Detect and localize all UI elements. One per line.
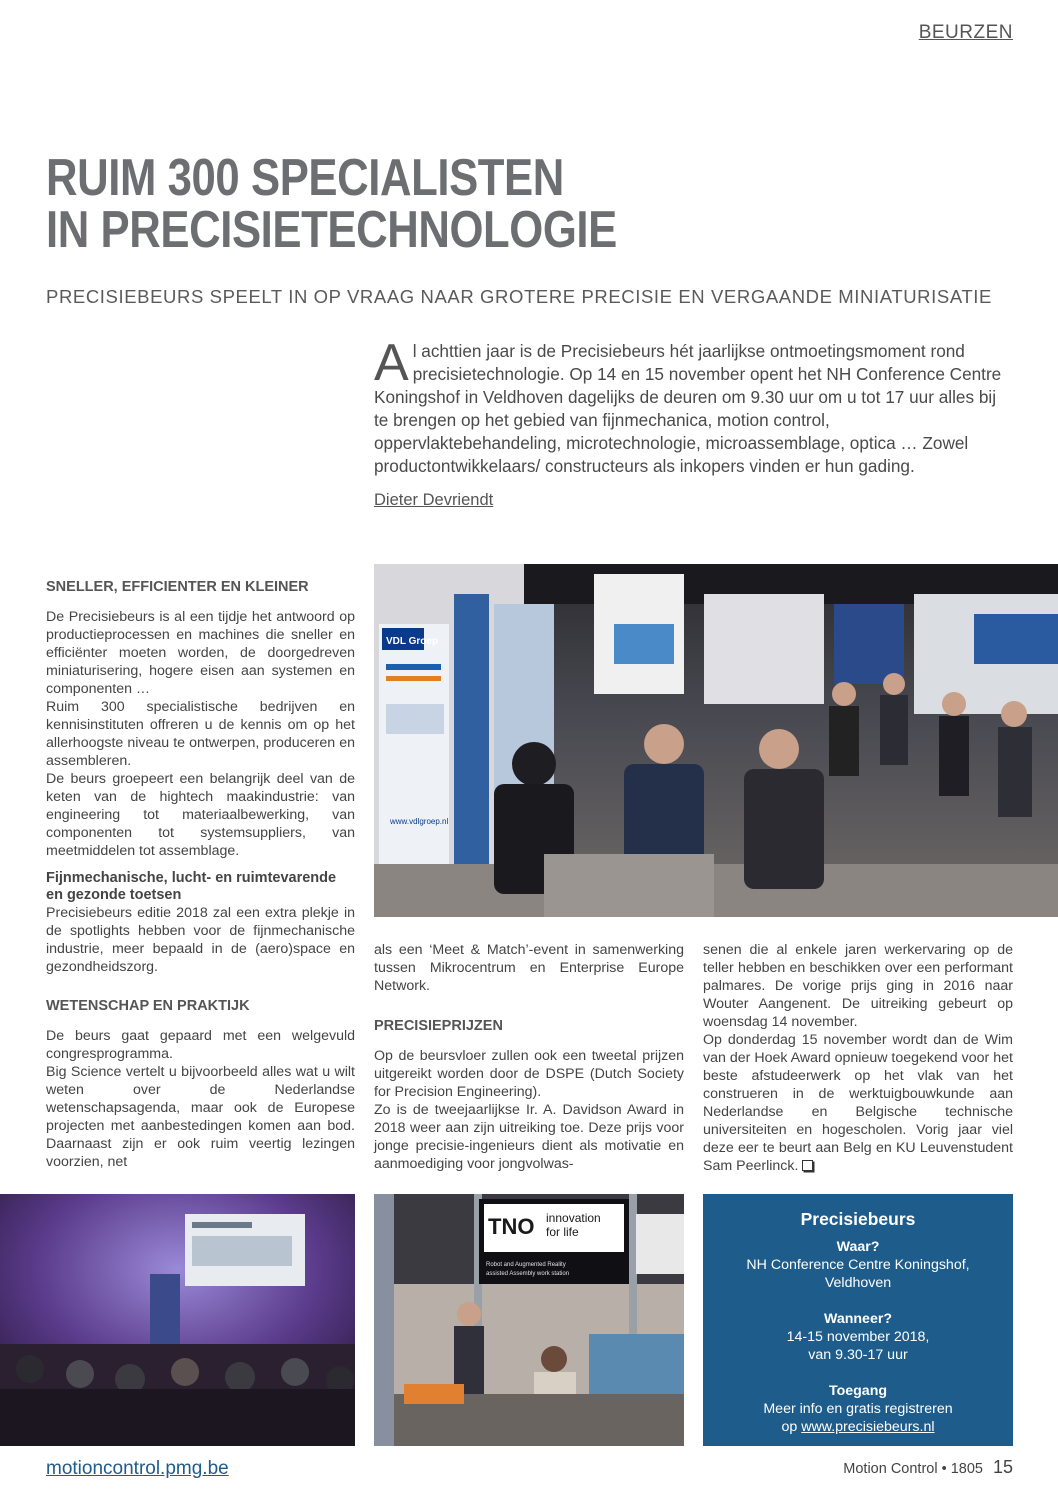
info-access-line2: [703, 1418, 1013, 1436]
paragraph: De Precisiebeurs is al een tijdje het antwoord op productieprocessen en machines die sneller en efficiënter moeten worden, de doorgedreven miniaturisering, hogere eisen aan systemen en componenten …: [46, 609, 355, 697]
info-access-label: Toegang: [828, 1383, 888, 1399]
heading-sneller: SNELLER, EFFICIENTER EN KLEINER: [46, 579, 309, 595]
heading-precisieprijzen: PRECISIEPRIJZEN: [374, 1018, 503, 1034]
column-3: [703, 941, 1013, 1175]
paragraph: Ruim 300 specialistische bedrijven en kennisinstituten offreren u de kennis om op het allerhoogste niveau te ontwerpen, produceren en assembleren.: [46, 699, 355, 769]
info-where-line2: Veldhoven: [824, 1275, 892, 1291]
article-title-line1: RUIM 300 SPECIALISTEN: [46, 149, 564, 207]
end-mark-icon: [802, 1160, 813, 1171]
paragraph: [703, 1031, 1013, 1175]
paragraph: als een ‘Meet & Match’-event in samenwerking tussen Mikrocentrum en Enterprise Europe Network.: [374, 942, 684, 994]
column-1: [46, 578, 355, 1171]
article-author[interactable]: Dieter Devriendt: [374, 491, 494, 509]
tno-logo-text: TNO: [488, 1214, 535, 1239]
tno-caption-2: assisted Assembly work station: [486, 1271, 570, 1277]
article-title: [46, 149, 684, 259]
info-where-line1: NH Conference Centre Koningshof,: [746, 1257, 970, 1273]
paragraph: De beurs groepeert een belangrijk deel van de keten van de hightech maakindustrie: van engineering tot materiaalbewerking, van componenten tot systemsuppliers, van meetmiddelen tot assemblage.: [46, 771, 355, 859]
stand-url-text: www.vdlgroep.nl: [390, 817, 449, 826]
tno-tagline-1: innovation: [546, 1211, 601, 1225]
photo-congress-room: [0, 1194, 355, 1446]
paragraph: Op de beursvloer zullen ook een tweetal prijzen uitgereikt worden door de DSPE (Dutch Society for Precision Engineering).: [374, 1048, 684, 1100]
photo-trade-fair-floor: [374, 564, 1058, 917]
footer-magazine-info: [843, 1457, 1013, 1478]
intro-text: l achttien jaar is de Precisiebeurs hét jaarlijkse ontmoetingsmoment rond precisietechnologie. Op 14 en 15 november opent het NH Conference Centre Koningshof in Veldhoven dagelijks de deuren om 9.30 uur om u tot 17 uur alles bij te brengen op het gebied van fijnmechanica, motion control, oppervlaktebehandeling, microtechnologie, microassemblage, optica … Zowel productontwikkelaars/ constructeurs als inkopers vinden er hun gading.: [374, 341, 1002, 476]
paragraph: Precisiebeurs editie 2018 zal een extra plekje in de spotlights hebben voor de fijnmechanische industrie, meer bepaald in de (aero)space en gezondheidszorg.: [46, 905, 355, 975]
footer-magazine: Motion Control • 1805: [843, 1461, 983, 1477]
column-2: [374, 941, 684, 1173]
page-number: 15: [992, 1457, 1013, 1477]
photo-tno-booth: [374, 1194, 684, 1446]
info-when-label: Wanneer?: [823, 1311, 893, 1327]
heading-wetenschap: WETENSCHAP EN PRAKTIJK: [46, 998, 250, 1014]
info-when-line1: 14-15 november 2018,: [786, 1329, 930, 1345]
paragraph: De beurs gaat gepaard met een welgevuld congresprogramma.: [46, 1028, 355, 1062]
info-where-label: Waar?: [836, 1239, 880, 1255]
footer-website-link[interactable]: motioncontrol.pmg.be: [46, 1458, 229, 1479]
intro-dropcap: A: [374, 334, 409, 392]
info-access-prefix: op: [781, 1419, 802, 1435]
article-title-line2: IN PRECISIETECHNOLOGIE: [46, 201, 617, 259]
section-label: BEURZEN: [918, 22, 1013, 43]
tno-tagline-2: for life: [546, 1225, 579, 1239]
info-access-line1: Meer info en gratis registreren: [763, 1401, 953, 1417]
paragraph-text: Op donderdag 15 november wordt dan de Wim van der Hoek Award opnieuw toegekend voor het beste afstudeerwerk op het vlak van het construeren in de werktuigbouwkunde aan Nederlandse en Belgische technische universiteiten en hogescholen. Vorig jaar viel deze eer te beurt aan Belg en KU Leuvenstudent Sam Peerlinck.: [703, 1032, 1013, 1174]
info-box: [703, 1194, 1013, 1446]
info-box-title: Precisiebeurs: [800, 1209, 916, 1229]
article-intro: [374, 334, 1014, 478]
stand-brand-text: VDL Groep: [386, 636, 439, 647]
precisiebeurs-link[interactable]: www.precisiebeurs.nl: [801, 1419, 935, 1435]
subheading-fijnmechanisch: Fijnmechanische, lucht- en ruimtevarende en gezonde toetsen: [46, 870, 337, 903]
info-when-line2: van 9.30-17 uur: [808, 1347, 908, 1363]
paragraph: Big Science vertelt u bijvoorbeeld alles wat u wilt weten over de Nederlandse wetenschapsagenda, maar ook de Europese projecten met aanbestedingen komen aan bod. Daarnaast zijn er ook ruim veertig lezingen voorzien, net: [46, 1064, 355, 1170]
article-subtitle: PRECISIEBEURS SPEELT IN OP VRAAG NAAR GROTERE PRECISIE EN VERGAANDE MINIATURISATIE: [46, 286, 992, 307]
paragraph: Zo is de tweejaarlijkse Ir. A. Davidson Award in 2018 weer aan zijn uitreiking toe. Deze prijs voor jonge precisie-ingenieurs dient als motivatie en aanmoediging voor jongvolwas-: [374, 1102, 684, 1172]
tno-caption-1: Robot and Augmented Reality: [486, 1262, 566, 1268]
paragraph: senen die al enkele jaren werkervaring op de teller hebben en beschikken over een performant palmares. De vorige prijs ging in 2016 naar Wouter Aangenent. De uitreiking gebeurt op woensdag 14 november.: [703, 942, 1013, 1030]
